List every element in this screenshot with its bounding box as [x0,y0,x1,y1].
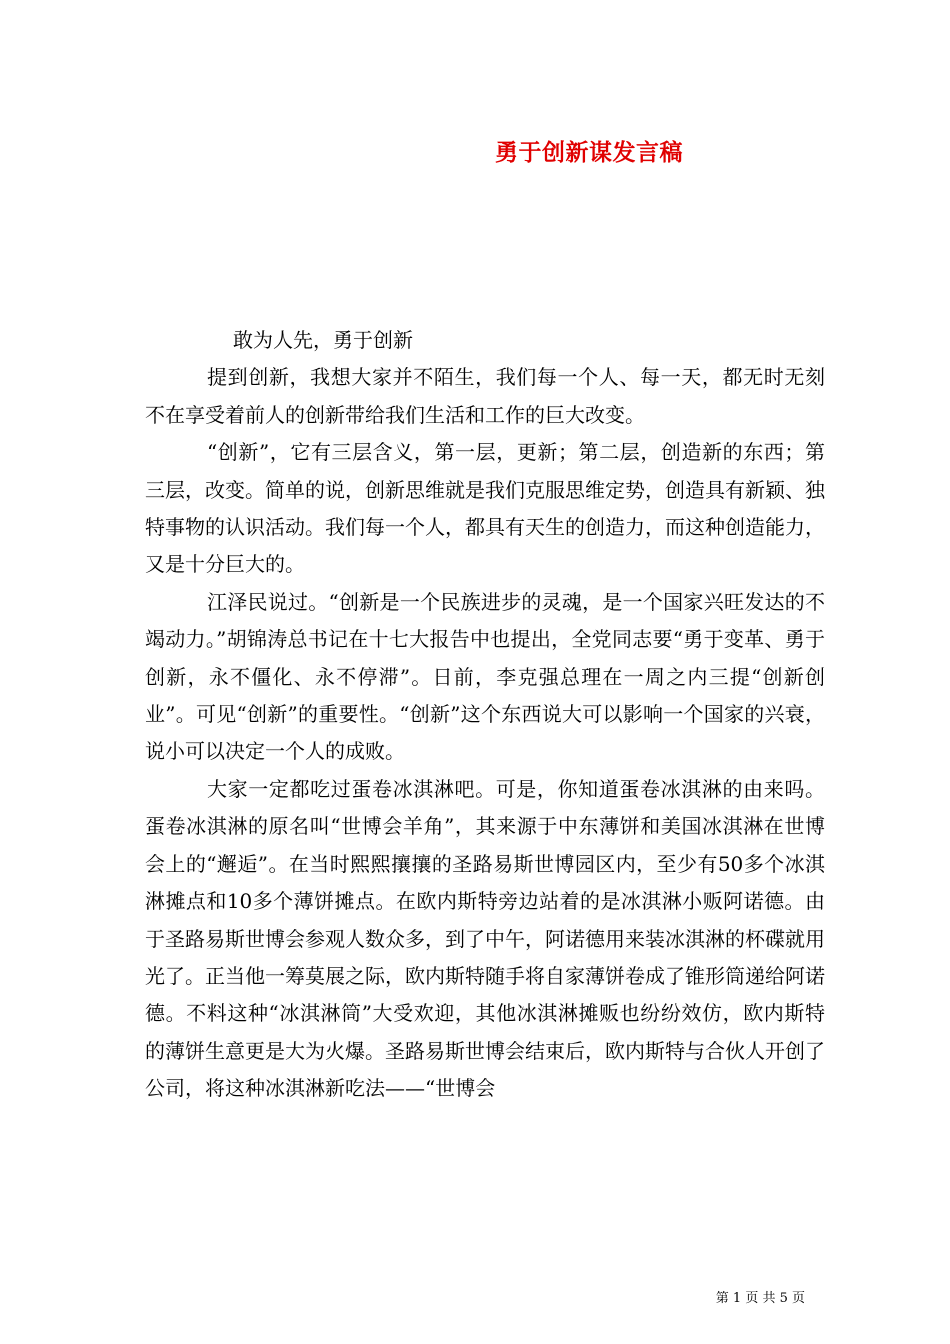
paragraph: 大家一定都吃过蛋卷冰淇淋吧。可是，你知道蛋卷冰淇淋的由来吗。蛋卷冰淇淋的原名叫“世博会羊角”，其来源于中东薄饼和美国冰淇淋在世博会上的“邂逅”。在当时熙熙攘攘的圣路易斯世博园区内，至少有50多个冰淇淋摊点和10多个薄饼摊点。在欧内斯特旁边站着的是冰淇淋小贩阿诺德。由于圣路易斯世博会参观人数众多，到了中午，阿诺德用来装冰淇淋的杯碟就用光了。正当他一筹莫展之际，欧内斯特随手将自家薄饼卷成了锥形筒递给阿诺德。不料这种“冰淇淋筒”大受欢迎，其他冰淇淋摊贩也纷纷效仿，欧内斯特的薄饼生意更是大为火爆。圣路易斯世博会结束后，欧内斯特与合伙人开创了公司，将这种冰淇淋新吃法——“世博会 [145,776,825,1101]
document-title: 勇于创新谋发言稿 [495,139,683,166]
document-body [145,322,825,1108]
document-subtitle: 敢为人先，勇于创新 [233,328,413,352]
paragraph: 江泽民说过。“创新是一个民族进步的灵魂，是一个国家兴旺发达的不竭动力。”胡锦涛总书记在十七大报告中也提出，全党同志要“勇于变革、勇于创新，永不僵化、永不停滞”。日前，李克强总理在一周之内三提“创新创业”。可见“创新”的重要性。“创新”这个东西说大可以影响一个国家的兴衰，说小可以决定一个人的成败。 [145,589,825,764]
paragraph: “创新”，它有三层含义，第一层，更新；第二层，创造新的东西；第三层，改变。简单的说，创新思维就是我们克服思维定势，创造具有新颖、独特事物的认识活动。我们每一个人，都具有天生的创造力，而这种创造能力，又是十分巨大的。 [145,440,825,577]
paragraph: 提到创新，我想大家并不陌生，我们每一个人、每一天，都无时无刻不在享受着前人的创新带给我们生活和工作的巨大改变。 [145,365,825,427]
page-number: 第 1 页 共 5 页 [715,1291,805,1306]
